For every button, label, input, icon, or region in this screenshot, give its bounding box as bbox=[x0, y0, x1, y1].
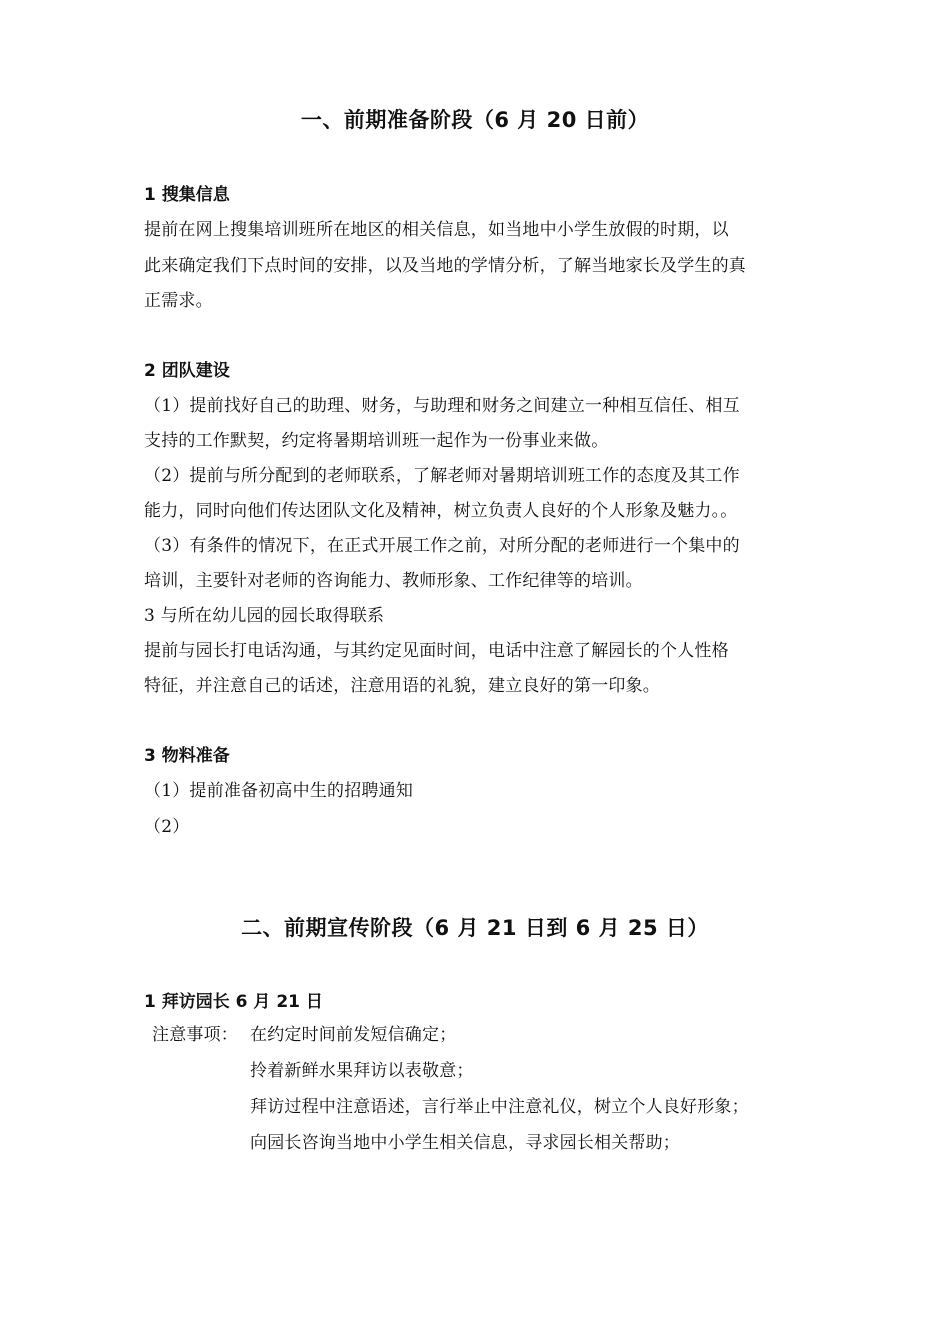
materials-line: （2） bbox=[144, 817, 190, 837]
team-line: 特征，并注意自己的话述，注意用语的礼貌，建立良好的第一印象。 bbox=[144, 676, 660, 696]
team-heading: 2 团队建设 bbox=[144, 361, 230, 381]
team-line: （3）有条件的情况下，在正式开展工作之前，对所分配的老师进行一个集中的 bbox=[144, 536, 740, 556]
team-line: 支持的工作默契，约定将暑期培训班一起作为一份事业来做。 bbox=[144, 431, 609, 451]
team-line: 培训，主要针对老师的咨询能力、教师形象、工作纪律等的培训。 bbox=[144, 571, 643, 591]
team-line: （2）提前与所分配到的老师联系，了解老师对暑期培训班工作的态度及其工作 bbox=[144, 466, 740, 486]
team-line: 能力，同时向他们传达团队文化及精神，树立负责人良好的个人形象及魅力。。 bbox=[144, 501, 738, 521]
team-line: 提前与园长打电话沟通，与其约定见面时间，电话中注意了解园长的个人性格 bbox=[144, 641, 729, 661]
visit-heading: 1 拜访园长 6 月 21 日 bbox=[144, 992, 323, 1012]
section-1-title: 一、前期准备阶段（6 月 20 日前） bbox=[300, 108, 650, 132]
materials-line: （1）提前准备初高中生的招聘通知 bbox=[144, 781, 414, 801]
info-line: 此来确定我们下点时间的安排，以及当地的学情分析，了解当地家长及学生的真 bbox=[144, 256, 746, 276]
visit-item: 在约定时间前发短信确定； bbox=[250, 1025, 457, 1045]
visit-item: 拎着新鲜水果拜访以表敬意； bbox=[250, 1061, 474, 1081]
section-2-title: 二、前期宣传阶段（6 月 21 日到 6 月 25 日） bbox=[241, 916, 709, 940]
visit-label: 注意事项： bbox=[152, 1025, 238, 1045]
materials-heading: 3 物料准备 bbox=[144, 746, 230, 766]
visit-item: 拜访过程中注意语述，言行举止中注意礼仪，树立个人良好形象； bbox=[250, 1097, 749, 1117]
info-line: 正需求。 bbox=[144, 291, 213, 311]
info-line: 提前在网上搜集培训班所在地区的相关信息，如当地中小学生放假的时期，以 bbox=[144, 220, 729, 240]
info-heading: 1 搜集信息 bbox=[144, 185, 230, 205]
visit-item: 向园长咨询当地中小学生相关信息，寻求园长相关帮助； bbox=[250, 1133, 680, 1153]
team-line: （1）提前找好自己的助理、财务，与助理和财务之间建立一种相互信任、相互 bbox=[144, 396, 740, 416]
team-line: 3 与所在幼儿园的园长取得联系 bbox=[144, 606, 385, 626]
